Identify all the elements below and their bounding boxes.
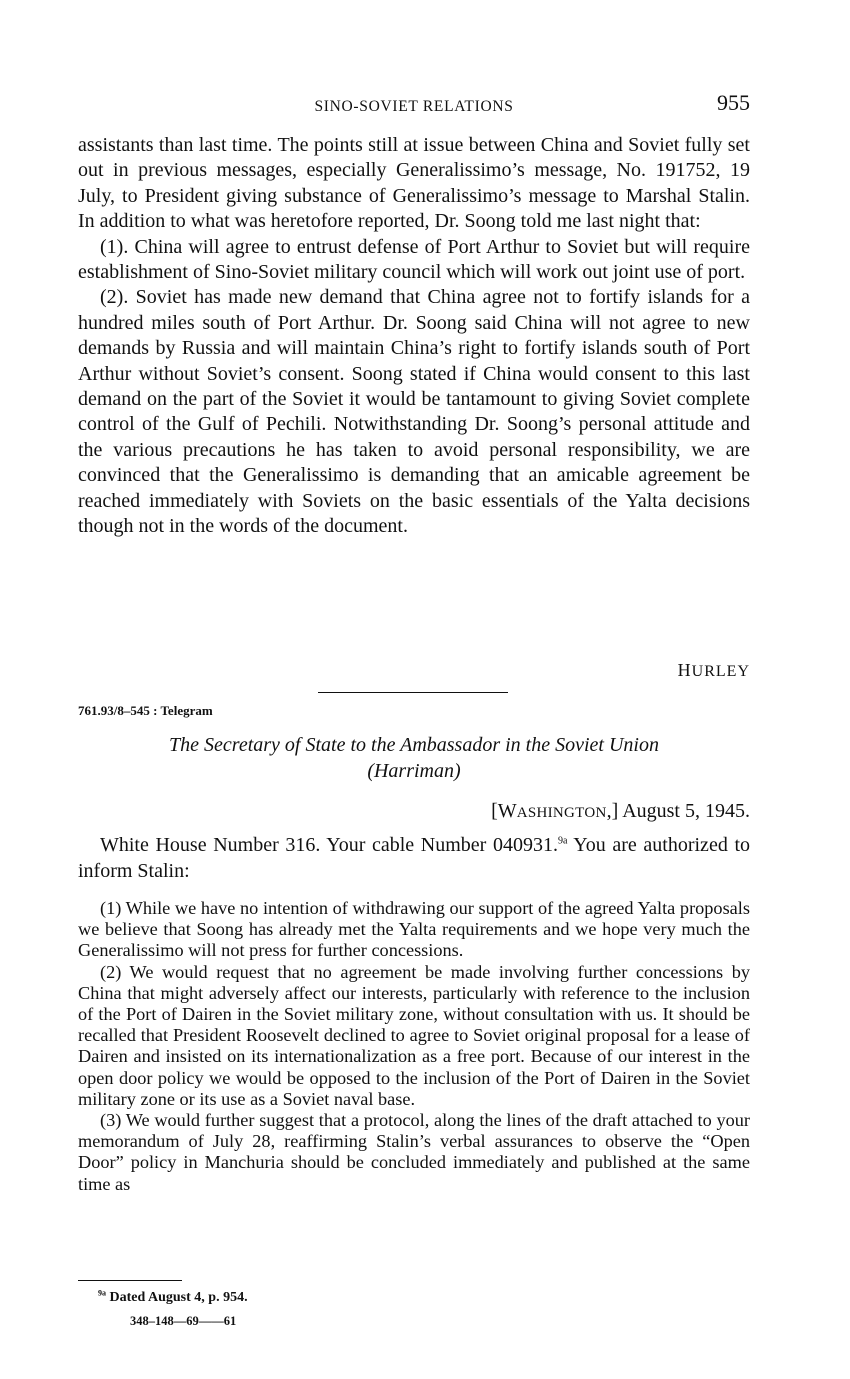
signature-initial: H	[677, 660, 692, 680]
dateline-close: ,]	[606, 800, 619, 822]
dateline	[491, 800, 750, 823]
continuation-item-2: (2). Soviet has made new demand that China agree not to fortify islands for a hundred miles south of Port Arthur. Dr. Soong said China will not agree to new demands by Russia and will maintain China’s right to fortify islands south of Port Arthur without Soviet’s consent. Soong stated if China would consent to this last demand on the part of the Soviet it would be tantamount to giving Soviet complete control of the Gulf of Pechili. Notwithstanding Dr. Soong’s personal attitude and the various precautions he has taken to avoid personal responsibility, we are convinced that the Generalissimo is demanding that an amicable agreement be reached immediately with Soviets on the basic essentials of the Yalta decisions though not in the words of the document.	[78, 286, 750, 538]
dateline-date: August 5, 1945.	[622, 800, 750, 822]
running-header	[78, 90, 750, 120]
section-divider	[318, 692, 508, 693]
message-item-3: (3) We would further suggest that a protocol, along the lines of the draft attached to your memorandum of July 28, reaffirming Stalin’s verbal assurances to observe the “Open Door” policy in Manchuria should be concluded immediately and published at the same time as	[78, 1110, 750, 1194]
opening-text: White House Number 316. Your cable Number 040931.	[100, 834, 558, 856]
dateline-open: [	[491, 800, 498, 822]
opening-paragraph	[78, 833, 750, 884]
footnote-divider	[78, 1280, 182, 1281]
running-title: SINO-SOVIET RELATIONS	[314, 98, 514, 115]
footnote-marker: 9a	[98, 1288, 106, 1298]
message-item-1: (1) While we have no intention of withdrawing our support of the agreed Yalta proposals we believe that Soong has already met the Yalta requirements and we hope very much the Generalissimo will not press for further concessions.	[78, 898, 750, 961]
document-title-line-1: The Secretary of State to the Ambassador in the Soviet Union	[169, 734, 659, 756]
document-title-line-2: (Harriman)	[367, 760, 461, 782]
footnote-reference: 9a	[557, 835, 568, 847]
dateline-place-rest: ASHINGTON	[516, 805, 607, 821]
footnote-text: Dated August 4, p. 954.	[109, 1290, 248, 1305]
file-reference: 761.93/8–545 : Telegram	[78, 703, 213, 718]
footnote	[98, 1290, 248, 1306]
opening-text-continued: You are authorized to inform Stalin:	[78, 834, 750, 882]
continued-telegram	[78, 133, 750, 540]
message-item-2: (2) We would request that no agreement be made involving further concessions by China that might adversely affect our interests, particularly with reference to the inclusion of the Port of Dairen in the Soviet military zone, without consultation with us. It should be recalled that President Roosevelt declined to agree to Soviet original proposal for a lease of Dairen and insisted on its internationalization as a free port. Because of our interest in the open door policy we would be opposed to the inclusion of the Port of Dairen in the Soviet military zone or its use as a Soviet naval base.	[78, 961, 750, 1109]
document-title	[78, 732, 750, 784]
dateline-place-initial: W	[497, 800, 517, 822]
page-number: 955	[717, 90, 750, 115]
signature	[678, 660, 750, 681]
signature-rest: URLEY	[691, 663, 750, 680]
continuation-item-1: (1). China will agree to entrust defense of Port Arthur to Soviet but will require establishment of Sino-Soviet military council which will work out joint use of port.	[78, 235, 750, 284]
message-items	[78, 898, 750, 1195]
document-page	[78, 0, 750, 1379]
continuation-paragraph: assistants than last time. The points still at issue between China and Soviet fully set out in previous messages, especially Generalissimo’s message, No. 191752, 19 July, to President giving substance of Generalissimo’s message to Marshal Stalin. In addition to what was heretofore reported, Dr. Soong told me last night that:	[78, 134, 750, 233]
print-code: 348–148—69——61	[130, 1314, 237, 1328]
